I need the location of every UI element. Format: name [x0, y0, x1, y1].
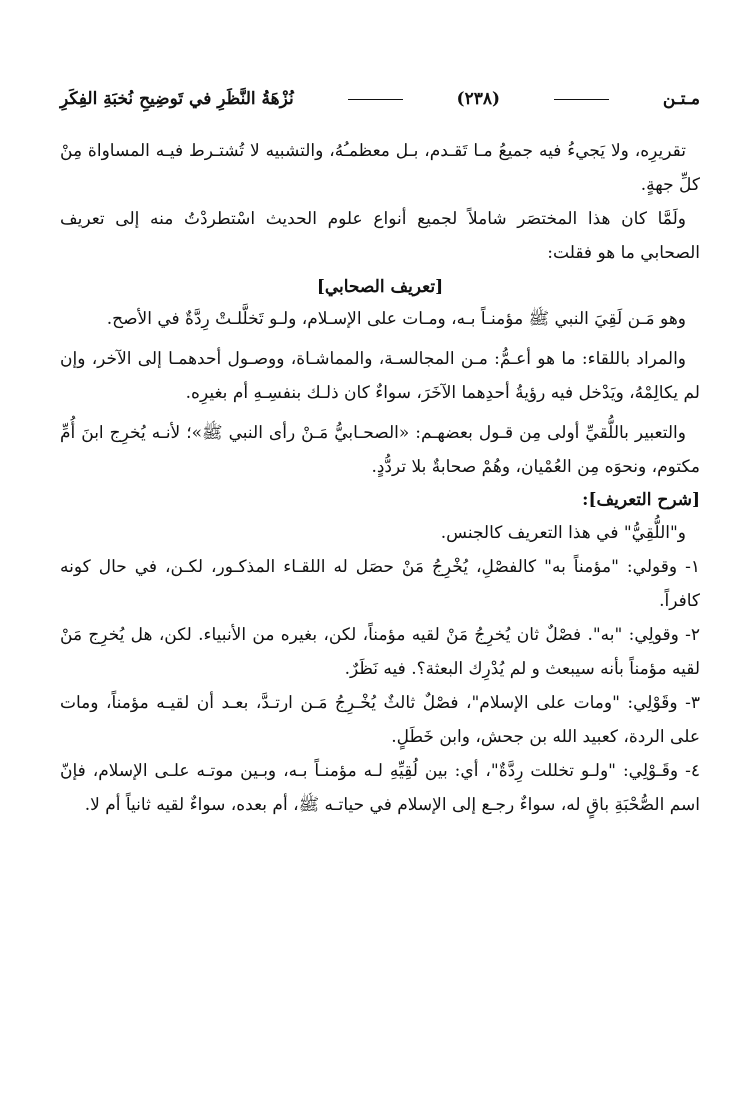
page-number: (٢٣٨)	[456, 89, 501, 109]
list-item: ٢- وقولِي: "به". فصْلٌ ثان يُخرِجُ مَنْ لقيه مؤمناً، لكن، بغيره من الأنبياء. لكن، هل يُخرِج مَنْ لقيه مؤمناً بأنه سيبعث و لم يُدْرِك البعثة؟. فيه نَظَرٌ.	[60, 625, 700, 679]
paragraph: والمراد باللقاء: ما هو أعـمُّ: مـن المجالسـة، والمماشـاة، ووصـول أحدهمـا إلى الآخر، وإن لم يكالِمْهُ، ويَدْخل فيه رؤيةُ أحدِهما الآخَرَ، سواءٌ كان ذلـك بنفسِـهِ أم بغيرِه.	[60, 349, 700, 403]
book-label: مـتـن	[662, 89, 700, 109]
paragraph: ولَمَّا كان هذا المختصَر شاملاً لجميع أنواع علوم الحديث اسْتطردْتُ منه إلى تعريف الصحابي ما هو فقلت:	[60, 209, 700, 263]
paragraph: و"اللُّقِيُّ" في هذا التعريف كالجنس.	[440, 523, 686, 543]
list-item: ٣- وقَوْلِي: "ومات على الإسلام"، فصْلٌ ثالثٌ يُخْـرِجُ مَـن ارتـدَّ، بعـد أن لقيـه مؤمناً، ومات على الردة، كعبيد الله بن جحش، وابن خَطَلٍ.	[60, 693, 700, 747]
book-title: نُزْهَةُ النَّظَرِ في تَوضِيحِ نُخبَةِ الفِكَرِ	[60, 89, 294, 109]
header-rule-right	[554, 99, 609, 100]
page-header	[60, 80, 700, 118]
header-rule-left	[348, 99, 403, 100]
paragraph: تقريرِه، ولا يَجيءُ فيه جميعُ مـا تَقـدم، بـل معظمـُهُ، والتشبيه لا تُشتـرط فيـه المساواة مِنْ كلِّ جهةٍ.	[60, 141, 700, 195]
section-heading: [تعريف الصحابي]	[316, 277, 444, 297]
paragraph: وهو مَـن لَقِيَ النبي ﷺ مؤمنـاً بـه، ومـات على الإسـلام، ولـو تَخلَّلـتْ رِدَّةٌ في الأصح.	[106, 309, 686, 329]
book-page	[60, 80, 700, 1040]
list-item: ٤- وقَـوْلِي: "ولـو تخللت رِدَّةٌ"، أي: بين لُقِيِّهِ لـه مؤمنـاً بـه، وبـين موتـه علـى الإسلام، فإنّ اسم الصُّحْبَةِ باقٍ له، سواءٌ رجـع إلى الإسلام في حياتـه ﷺ، أم بعده، سواءٌ لقيه ثانياً أم لا.	[60, 761, 700, 815]
paragraph: والتعبير باللُّقيِّ أولى مِن قـول بعضهـم: «الصحـابيُّ مَـنْ رأى النبي ﷺ»؛ لأنـه يُخرِج ابنَ أُمِّ مكتوم، ونحوَه مِن العُمْيان، وهُمْ صحابةٌ بلا تردُّدٍ.	[60, 423, 700, 477]
page-body	[60, 134, 700, 822]
list-item: ١- وقولي: "مؤمناً به" كالفصْلِ، يُخْرِجُ مَنْ حصَل له اللقـاء المذكـور، لكـن، في حال كونه كافراً.	[60, 557, 700, 611]
section-heading: [شرح التعريف]:	[582, 490, 700, 510]
